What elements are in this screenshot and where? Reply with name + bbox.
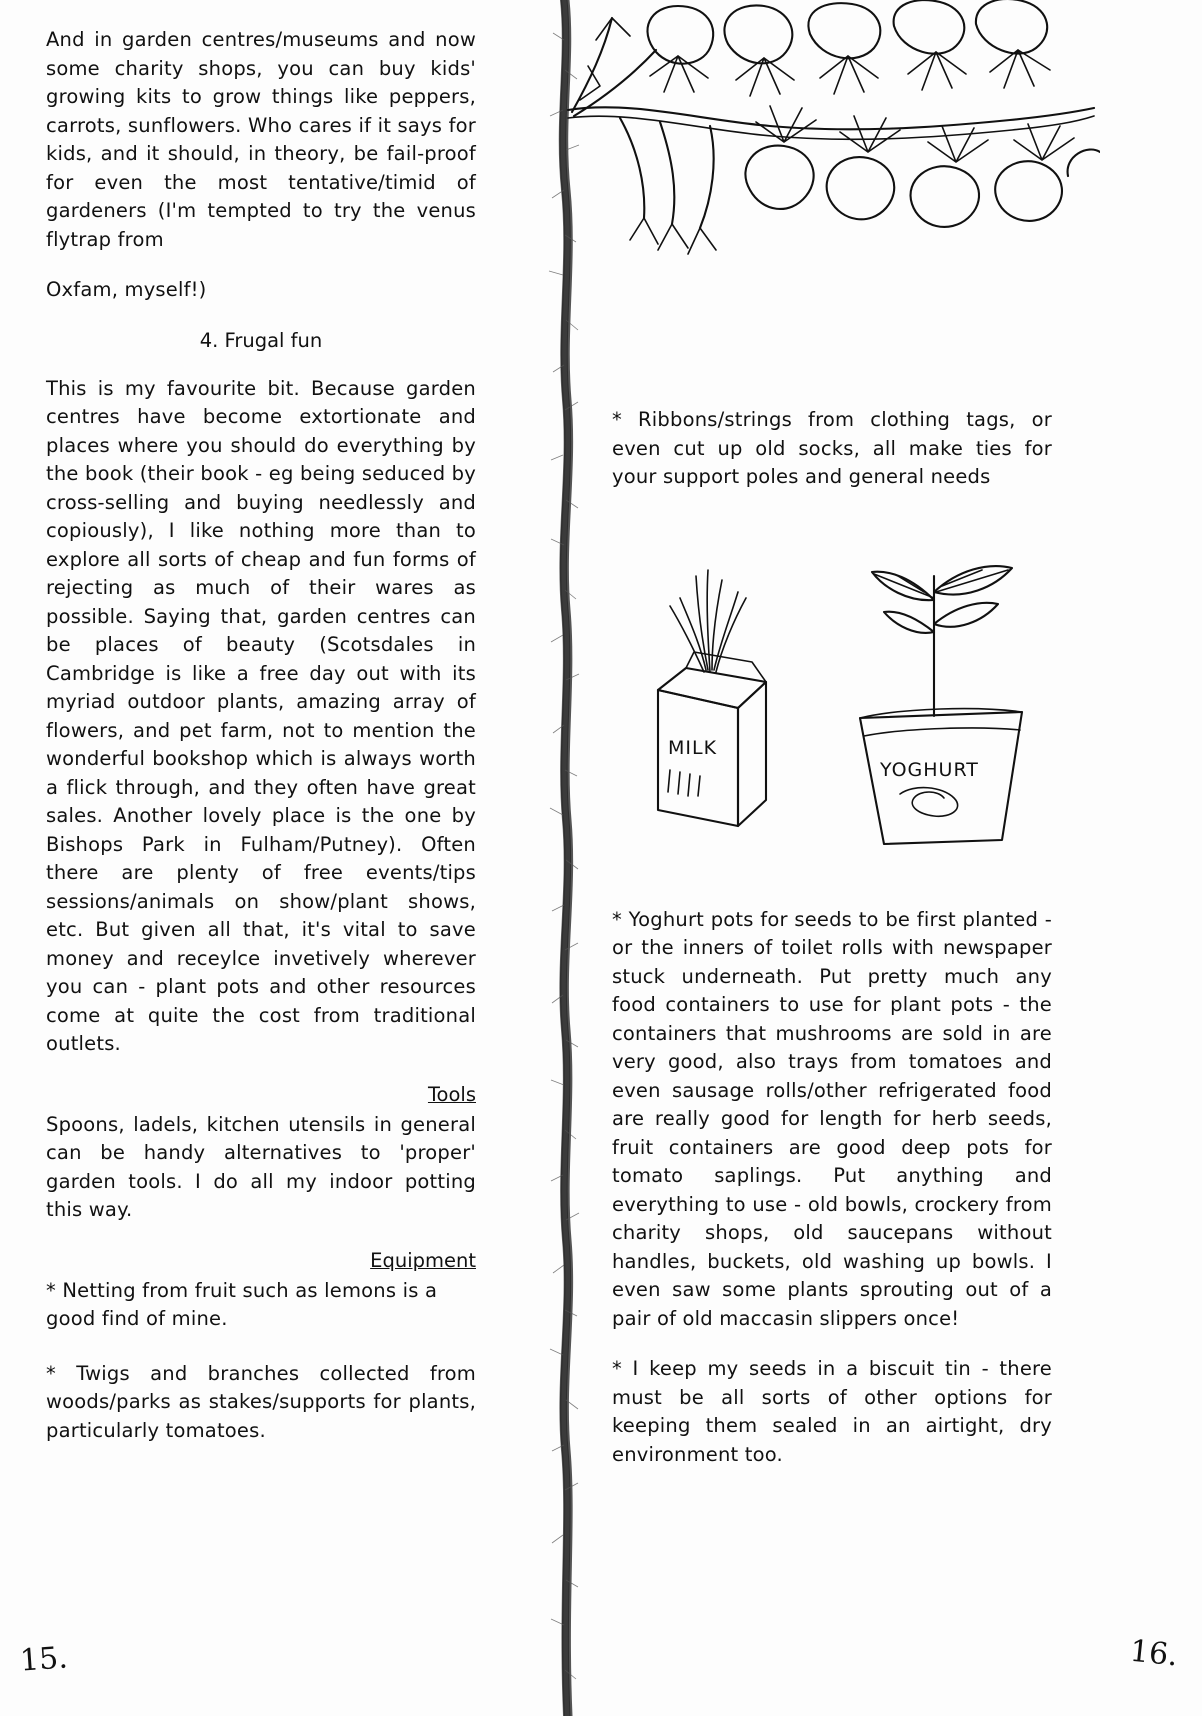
paragraph-netting: * Netting from fruit such as lemons is a good find of mine.: [46, 1278, 438, 1330]
right-page-text-column: [612, 26, 1052, 1491]
paragraph-ribbons: * Ribbons/strings from clothing tags, or even cut up old socks, all make ties for your support poles and general needs: [612, 408, 1052, 488]
paragraph-growing-kits: And in garden centres/museums and now some charity shops, you can buy kids' growing kits to grow things like peppers, carrots, sunflowers. Who cares if it says for kids, and it should, in theory, be fail-proof for even the most tentative/timid of gardeners (I'm tempted to try the venus flytrap from: [46, 28, 476, 251]
subheading-equipment-label: Equipment: [370, 1248, 476, 1272]
paragraph-tools: Spoons, ladels, kitchen utensils in general can be handy alternatives to 'proper' garden tools. I do all my indoor potting this way.: [46, 1112, 476, 1221]
paragraph-biscuit-tin: * I keep my seeds in a biscuit tin - there must be all sorts of other options for keeping them sealed in an airtight, dry environment too.: [612, 1357, 1052, 1466]
paragraph-yoghurt-pots: * Yoghurt pots for seeds to be first planted - or the inners of toilet rolls with newspaper stuck underneath. Put pretty much any food containers to use for plant pots - the containers that mushrooms are sold in are very good, also trays from tomatoes and even sausage rolls/other refrigerated food are really good for length for herb seeds, fruit containers are good deep pots for tomato saplings. Put anything and everything to use - old bowls, crockery from charity shops, old saucepans without handles, buckets, old washing up bowls. I even saw some plants sprouting out of a pair of old maccasin slippers once!: [612, 907, 1052, 1330]
paragraph-twigs: * Twigs and branches collected from woods/parks as stakes/supports for plants, particularly tomatoes.: [46, 1361, 476, 1442]
paragraph-oxfam: Oxfam, myself!): [46, 278, 207, 301]
yoghurt-pot-label: YOGHURT: [880, 759, 979, 781]
subheading-tools-label: Tools: [427, 1082, 476, 1106]
milk-carton-label: MILK: [668, 737, 718, 759]
section-heading-frugal-fun: 4. Frugal fun: [199, 328, 323, 352]
subheading-tools: [46, 1081, 476, 1109]
paragraph-favourite-bit: This is my favourite bit. Because garden centres have become extortionate and places where you should do everything by the book (their book - eg being seduced by cross-selling and buying needlessly and copiously), I like nothing more than to explore all sorts of cheap and fun forms of rejecting as much of their wares as possible. Saying that, garden centres can be places of beauty (Scotsdales in Cambridge is like a free day out with its myriad outdoor plants, amazing array of flowers, and pet farm, not to mention the wonderful bookshop which is always worth a flick through, and they often have great sales. Another lovely place is the one by Bishops Park in Fulham/Putney). Often there are plenty of free events/tips sessions/animals on show/plant shows, etc. But given all that, it's vital to save money and receylce invetively wherever you can - plant pots and other resources come at quite the cost from traditional outlets.: [46, 376, 476, 1055]
subheading-equipment: [46, 1247, 476, 1275]
page-number-left: 15.: [18, 1640, 69, 1679]
left-page-text-column: [46, 26, 476, 1467]
page-number-right: 16.: [1128, 1633, 1180, 1674]
